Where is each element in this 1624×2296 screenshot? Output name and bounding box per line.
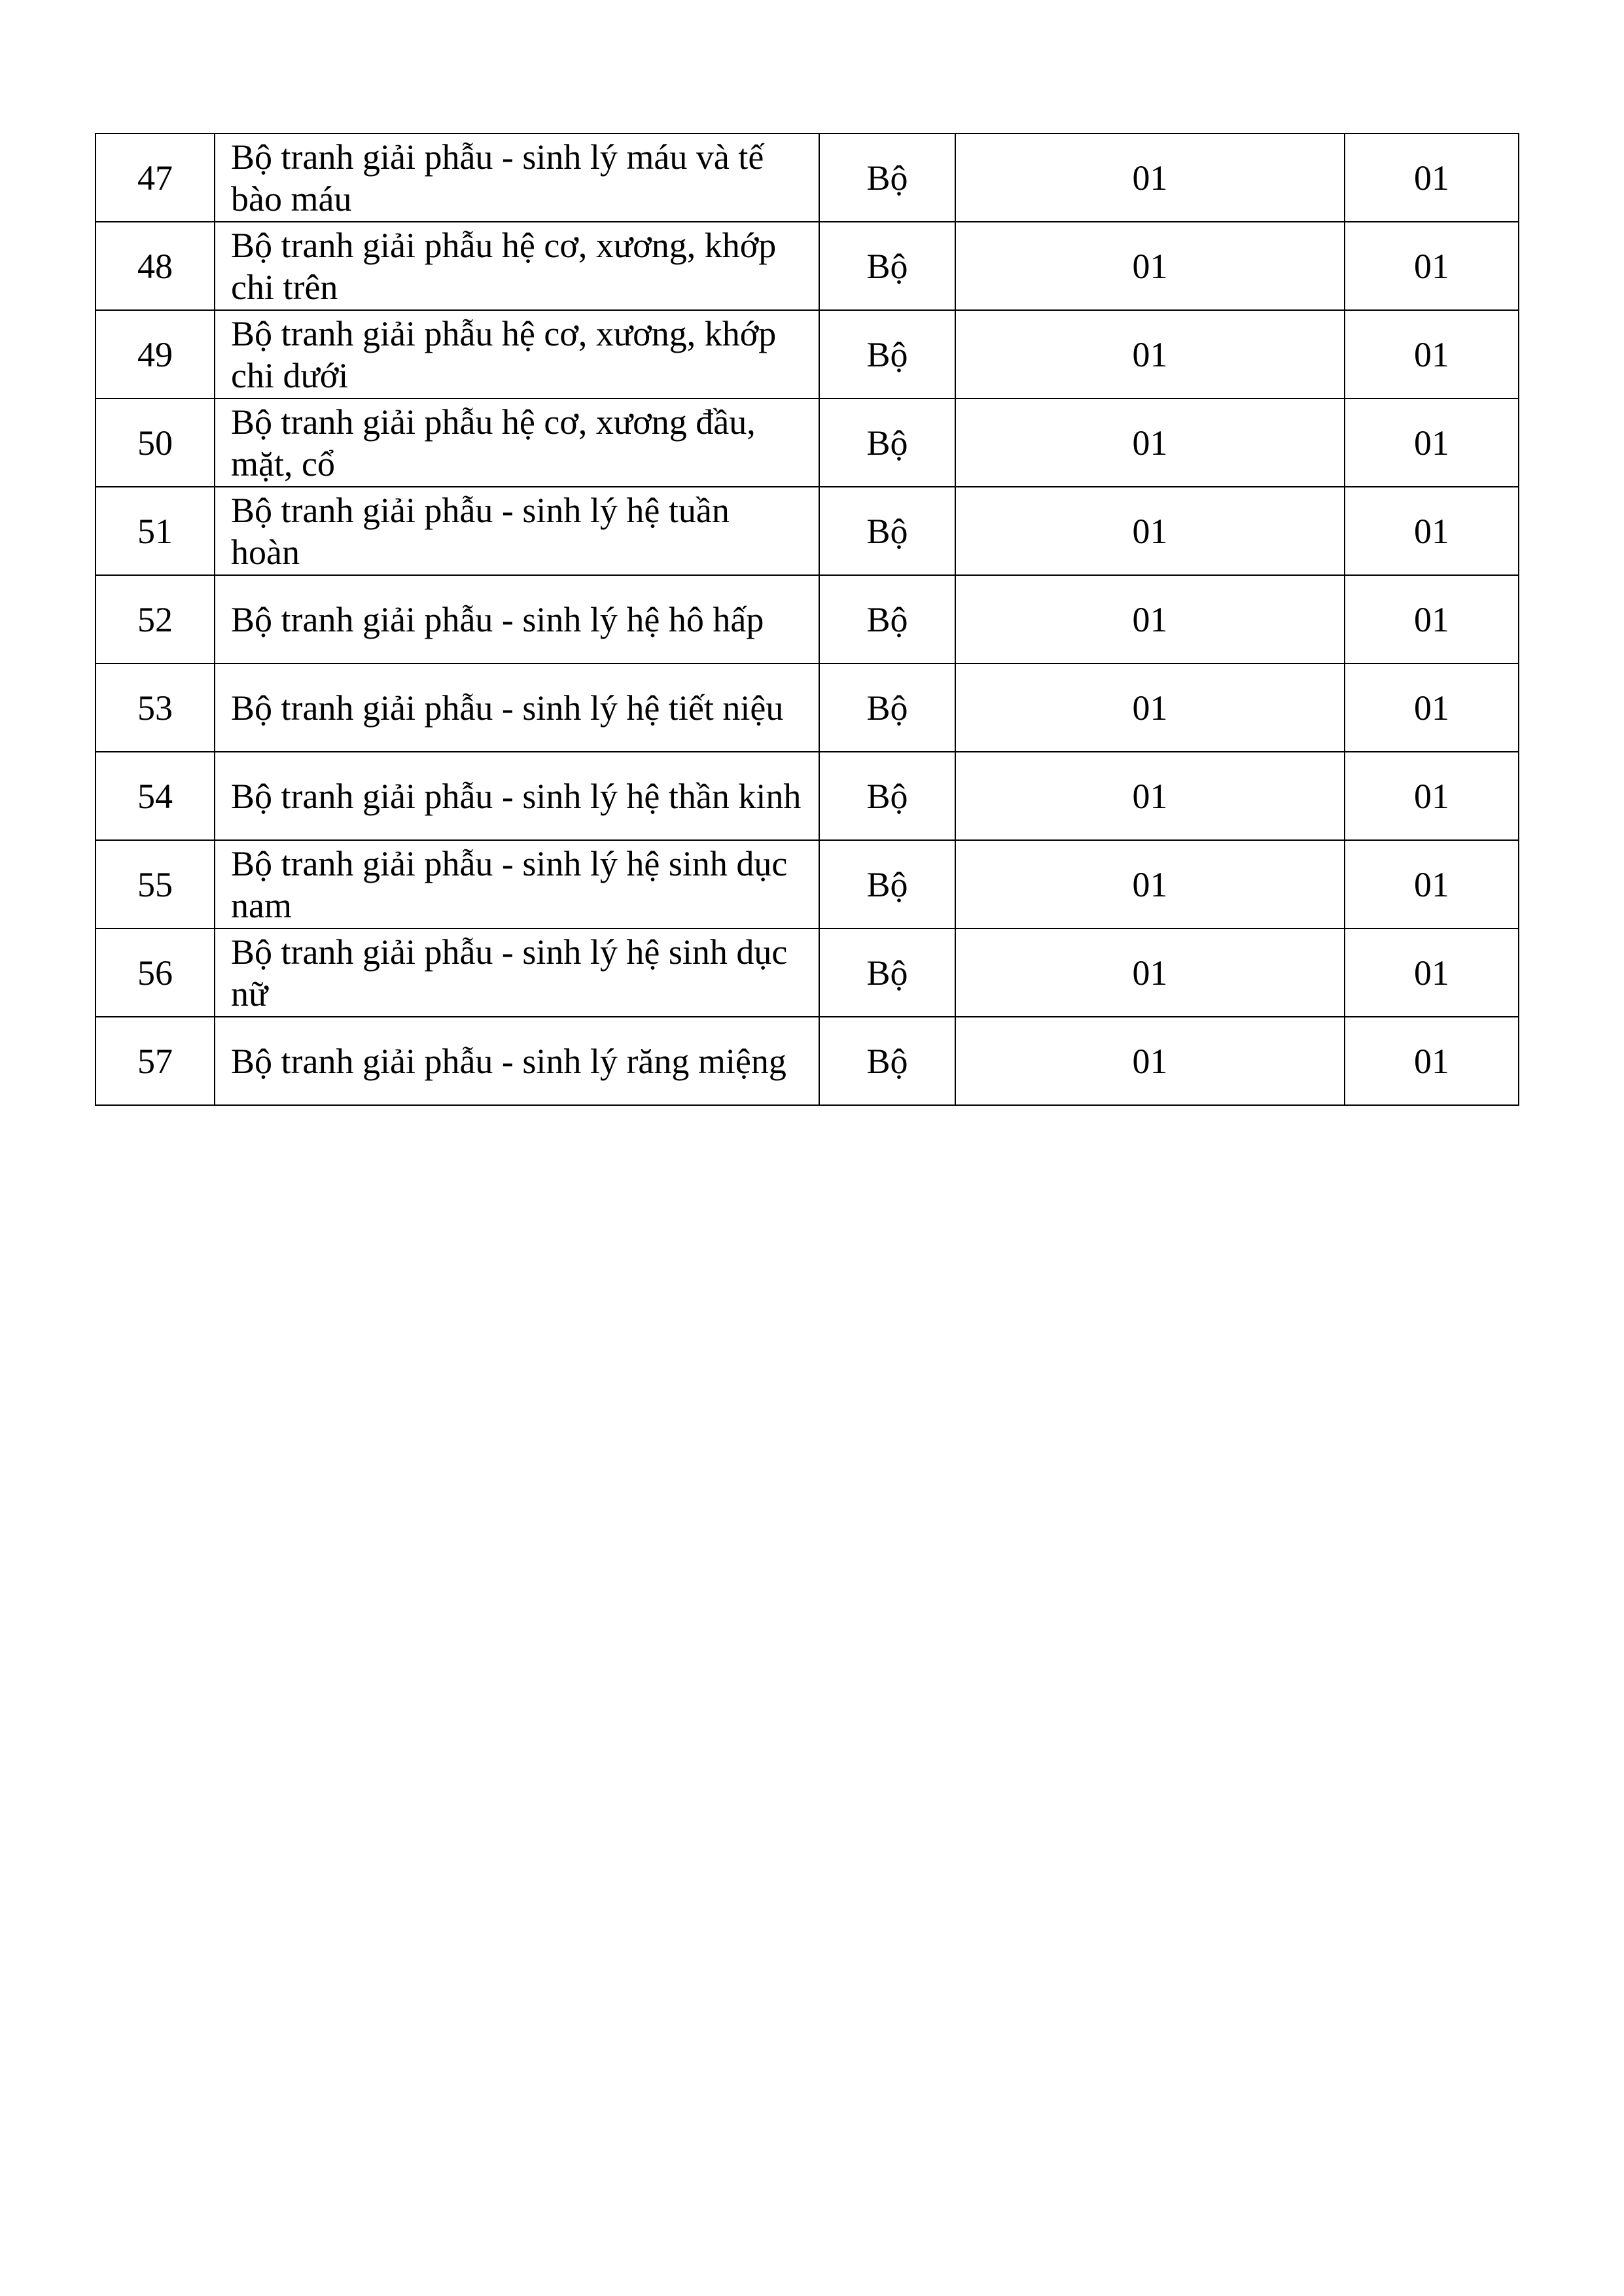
row-number: 57 xyxy=(96,1017,215,1105)
equipment-table xyxy=(95,133,1519,1106)
row-number: 54 xyxy=(96,752,215,840)
item-unit: Bộ xyxy=(819,398,955,487)
item-quantity-total: 01 xyxy=(1345,752,1519,840)
item-quantity: 01 xyxy=(955,928,1345,1017)
table-row xyxy=(96,663,1519,752)
item-name xyxy=(215,487,819,575)
item-name-text: Bộ tranh giải phẫu hệ cơ, xương, khớp chi dưới xyxy=(231,313,777,395)
item-quantity-total: 01 xyxy=(1345,487,1519,575)
table-row xyxy=(96,840,1519,928)
item-quantity-total: 01 xyxy=(1345,575,1519,663)
item-name xyxy=(215,928,819,1017)
table-row xyxy=(96,928,1519,1017)
table-row xyxy=(96,1017,1519,1105)
table-row xyxy=(96,398,1519,487)
item-name xyxy=(215,222,819,310)
item-quantity: 01 xyxy=(955,310,1345,398)
row-number: 48 xyxy=(96,222,215,310)
item-unit: Bộ xyxy=(819,752,955,840)
item-name-text: Bộ tranh giải phẫu - sinh lý hệ tuần hoàn xyxy=(231,490,730,572)
table-row xyxy=(96,310,1519,398)
row-number: 56 xyxy=(96,928,215,1017)
item-quantity-total: 01 xyxy=(1345,663,1519,752)
item-quantity-total: 01 xyxy=(1345,928,1519,1017)
item-unit: Bộ xyxy=(819,928,955,1017)
item-quantity-total: 01 xyxy=(1345,398,1519,487)
item-unit: Bộ xyxy=(819,133,955,222)
item-quantity-total: 01 xyxy=(1345,840,1519,928)
item-name-text: Bộ tranh giải phẫu - sinh lý hệ hô hấp xyxy=(231,599,764,639)
item-name xyxy=(215,1017,819,1105)
item-name xyxy=(215,398,819,487)
row-number: 52 xyxy=(96,575,215,663)
item-name xyxy=(215,663,819,752)
item-quantity: 01 xyxy=(955,222,1345,310)
item-name-text: Bộ tranh giải phẫu hệ cơ, xương, khớp chi trên xyxy=(231,225,777,307)
item-quantity-total: 01 xyxy=(1345,133,1519,222)
item-quantity-total: 01 xyxy=(1345,310,1519,398)
item-quantity-total: 01 xyxy=(1345,1017,1519,1105)
item-unit: Bộ xyxy=(819,222,955,310)
item-unit: Bộ xyxy=(819,663,955,752)
item-name-text: Bộ tranh giải phẫu - sinh lý hệ thần kinh xyxy=(231,776,802,816)
row-number: 47 xyxy=(96,133,215,222)
row-number: 55 xyxy=(96,840,215,928)
table-row xyxy=(96,133,1519,222)
item-name xyxy=(215,575,819,663)
row-number: 51 xyxy=(96,487,215,575)
table-row xyxy=(96,222,1519,310)
row-number: 49 xyxy=(96,310,215,398)
item-unit: Bộ xyxy=(819,487,955,575)
item-name xyxy=(215,840,819,928)
item-name-text: Bộ tranh giải phẫu - sinh lý răng miệng xyxy=(231,1041,786,1081)
row-number: 50 xyxy=(96,398,215,487)
table-row xyxy=(96,487,1519,575)
row-number: 53 xyxy=(96,663,215,752)
item-quantity: 01 xyxy=(955,752,1345,840)
item-name-text: Bộ tranh giải phẫu - sinh lý hệ sinh dục nam xyxy=(231,843,788,925)
item-unit: Bộ xyxy=(819,1017,955,1105)
item-name-text: Bộ tranh giải phẫu hệ cơ, xương đầu, mặt, cổ xyxy=(231,402,756,484)
item-unit: Bộ xyxy=(819,310,955,398)
table-row xyxy=(96,752,1519,840)
table-body xyxy=(96,133,1519,1105)
item-quantity: 01 xyxy=(955,663,1345,752)
item-quantity: 01 xyxy=(955,398,1345,487)
item-quantity: 01 xyxy=(955,133,1345,222)
item-unit: Bộ xyxy=(819,840,955,928)
item-quantity: 01 xyxy=(955,1017,1345,1105)
item-unit: Bộ xyxy=(819,575,955,663)
item-name xyxy=(215,133,819,222)
item-name xyxy=(215,310,819,398)
item-name-text: Bộ tranh giải phẫu - sinh lý máu và tế bào máu xyxy=(231,137,764,219)
item-quantity: 01 xyxy=(955,487,1345,575)
item-quantity-total: 01 xyxy=(1345,222,1519,310)
item-name xyxy=(215,752,819,840)
item-quantity: 01 xyxy=(955,840,1345,928)
item-name-text: Bộ tranh giải phẫu - sinh lý hệ sinh dục nữ xyxy=(231,932,788,1014)
item-name-text: Bộ tranh giải phẫu - sinh lý hệ tiết niệu xyxy=(231,688,784,728)
table-row xyxy=(96,575,1519,663)
item-quantity: 01 xyxy=(955,575,1345,663)
